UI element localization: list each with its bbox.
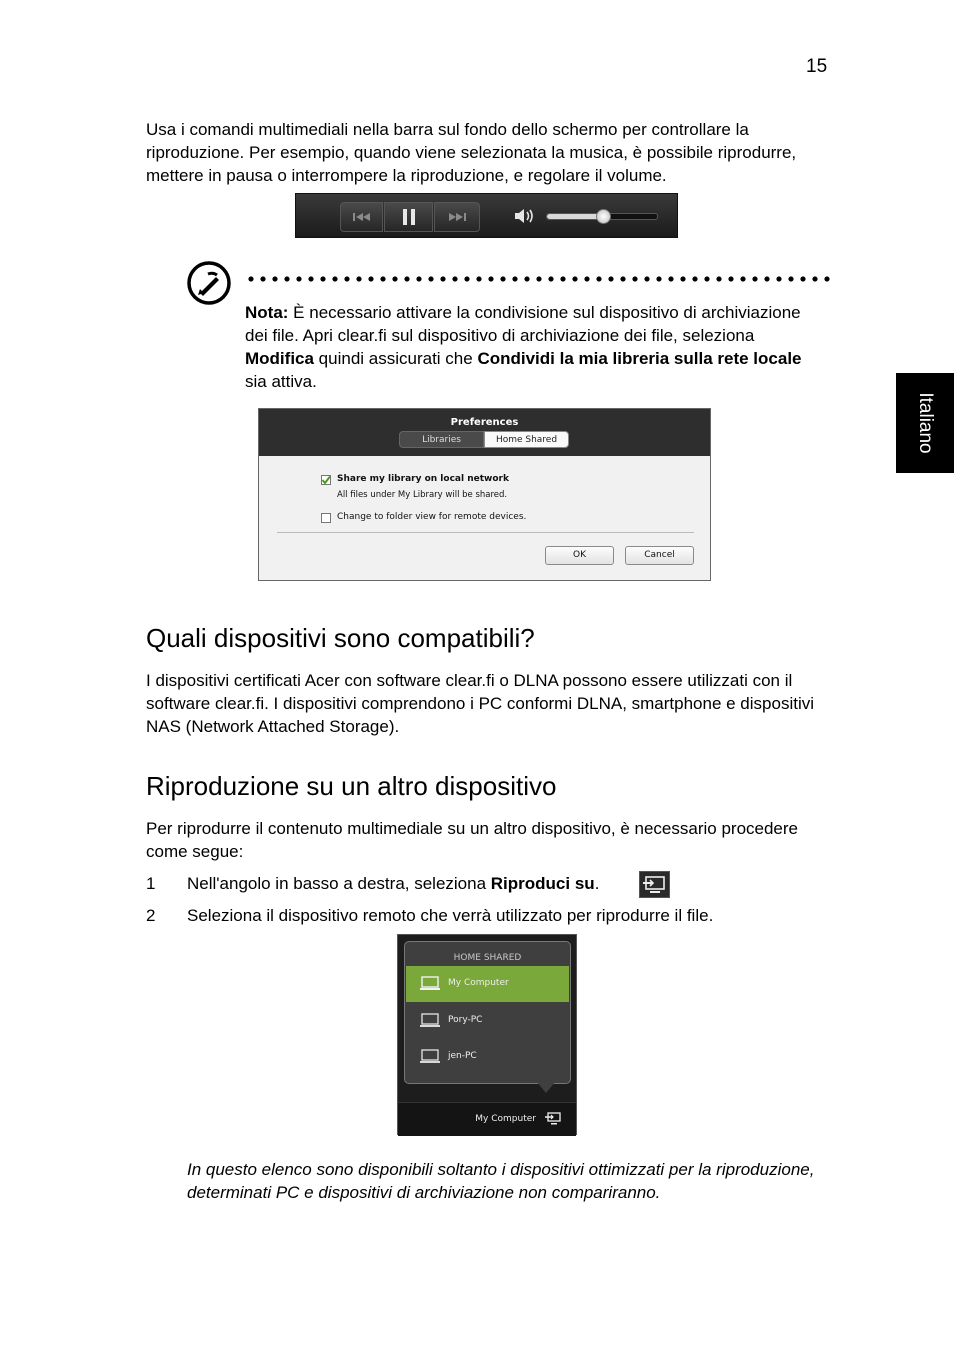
device-item-my-computer[interactable]	[406, 966, 569, 1002]
note-bold-share: Condividi la mia libreria sulla rete locale	[477, 349, 802, 368]
volume-knob[interactable]	[596, 209, 611, 224]
note-text	[245, 301, 815, 393]
footnote: In questo elenco sono disponibili soltanto i dispositivi ottimizzati per la riproduzione, determinati PC e dispositivi di archiviazione non compariranno.	[187, 1160, 815, 1202]
share-library-sublabel: All files under My Library will be shared.	[337, 490, 508, 500]
volume-icon[interactable]	[514, 207, 536, 225]
device-label: My Computer	[448, 978, 509, 988]
volume-fill	[547, 214, 602, 219]
device-item-jen-pc[interactable]	[406, 1039, 569, 1075]
note-bold-edit: Modifica	[245, 349, 314, 368]
section-paragraph-compatible: I dispositivi certificati Acer con software clear.fi o DLNA possono essere utilizzati con il software clear.fi. I dispositivi comprendono i PC conformi DLNA, smartphone e dispositivi NAS (Network Attached Storage).	[146, 671, 815, 736]
device-item-pory-pc[interactable]	[406, 1003, 569, 1039]
ok-button[interactable]: OK	[545, 546, 614, 565]
step-text	[187, 872, 599, 895]
section-heading-compatible: Quali dispositivi sono compatibili?	[146, 623, 535, 653]
current-device-label: My Computer	[475, 1114, 536, 1124]
note-text-part: sia attiva.	[245, 372, 317, 391]
step-number: 1	[146, 874, 156, 893]
note-label: Nota:	[245, 303, 289, 322]
next-button[interactable]	[434, 202, 480, 232]
play-to-icon	[640, 872, 669, 897]
media-control-bar	[295, 193, 678, 238]
language-tab	[896, 373, 954, 473]
previous-track-icon	[352, 212, 372, 222]
page-number: 15	[806, 56, 828, 77]
note-text-part: È necessario attivare la condivisione sul dispositivo di archiviazione dei file. Apri clear.fi sul dispositivo di archiviazione dei file, seleziona	[245, 303, 801, 345]
note-icon	[186, 260, 232, 306]
step-text-part: .	[594, 874, 600, 893]
pause-button[interactable]	[384, 202, 433, 232]
step-bold-play-to: Riproduci su	[490, 874, 595, 893]
computer-icon	[420, 1013, 440, 1028]
step-text: Seleziona il dispositivo remoto che verrà utilizzato per riprodurre il file.	[187, 906, 714, 925]
intro-paragraph: Usa i comandi multimediali nella barra sul fondo dello schermo per controllare la riproduzione. Per esempio, quando viene selezionata la musica, è possibile riprodurre, mettere in pausa o interrompere la riproduzione, e regolare il volume.	[146, 120, 797, 185]
computer-icon	[420, 976, 440, 991]
folder-view-checkbox[interactable]	[321, 513, 331, 523]
note-text-part: quindi assicurati che	[313, 349, 478, 368]
play-to-button[interactable]	[639, 871, 670, 898]
section-paragraph-playback: Per riprodurre il contenuto multimediale su un altro dispositivo, è necessario procedere come segue:	[146, 819, 799, 861]
step-number: 2	[146, 906, 156, 925]
cancel-button[interactable]: Cancel	[625, 546, 694, 565]
tab-libraries[interactable]: Libraries	[399, 431, 484, 448]
home-shared-popup	[397, 934, 577, 1135]
device-label: jen-PC	[448, 1051, 477, 1061]
checkmark-icon	[321, 475, 331, 485]
home-shared-title: HOME SHARED	[453, 953, 522, 963]
play-to-icon[interactable]	[544, 1111, 562, 1127]
step-text-part: Nell'angolo in basso a destra, seleziona	[187, 874, 491, 893]
preferences-header	[259, 409, 710, 456]
folder-view-label: Change to folder view for remote devices.	[337, 512, 527, 522]
language-tab-label: Italiano	[915, 392, 936, 454]
device-label: Pory-PC	[448, 1015, 483, 1025]
tab-home-shared[interactable]: Home Shared	[484, 431, 569, 448]
player-bottom-bar	[398, 1102, 576, 1136]
share-library-checkbox[interactable]	[321, 475, 331, 485]
dialog-divider	[277, 532, 694, 533]
volume-slider[interactable]	[546, 213, 658, 220]
next-track-icon	[447, 212, 467, 222]
computer-icon	[420, 1049, 440, 1064]
previous-button[interactable]	[340, 202, 383, 232]
section-heading-playback: Riproduzione su un altro dispositivo	[146, 771, 557, 801]
preferences-dialog	[258, 408, 711, 581]
note-divider	[245, 276, 830, 282]
preferences-title: Preferences	[450, 417, 519, 428]
device-list-panel	[404, 941, 571, 1084]
popup-pointer	[536, 1081, 556, 1093]
share-library-label: Share my library on local network	[337, 474, 509, 484]
pause-icon	[401, 208, 417, 226]
